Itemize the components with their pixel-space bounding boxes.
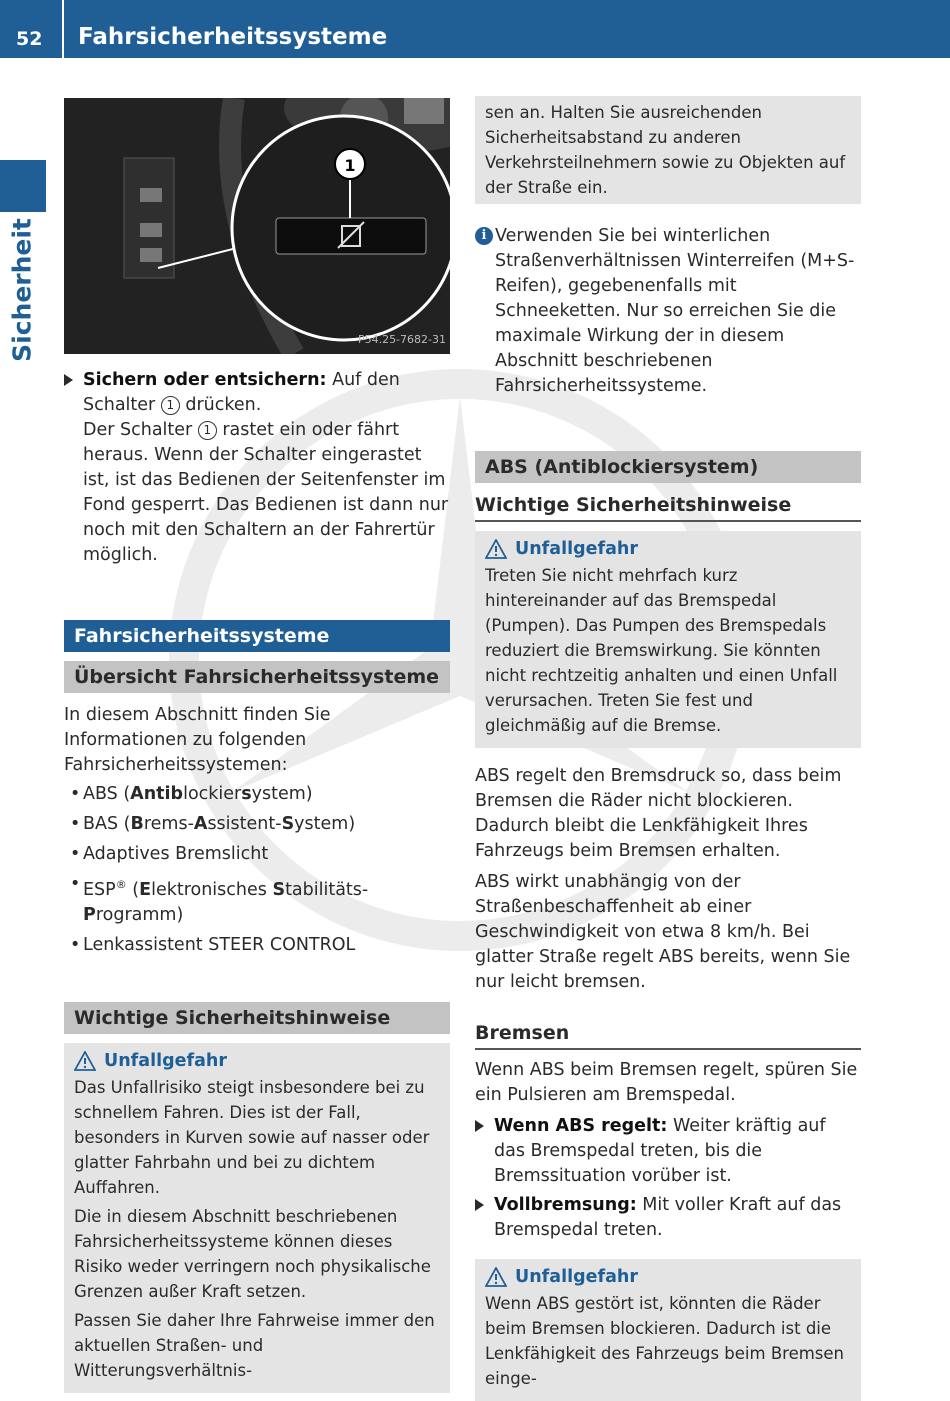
warning1-p3: Passen Sie daher Ihre Fahrweise immer den aktuellen Straßen- und Witterungsverhältnis- <box>74 1310 435 1380</box>
brakes-paragraph: Wenn ABS beim Bremsen regelt, spüren Sie ein Pulsieren am Bremspedal. <box>475 1060 858 1105</box>
continued-warning-box <box>475 96 861 204</box>
header-divider <box>62 0 64 58</box>
abs-safety-title: Wichtige Sicherheitshinweise <box>475 493 861 522</box>
continued-warning-text: sen an. Halten Sie ausreichenden Sicherheitsabstand zu anderen Verkehrsteilnehmern sowie zu Objekten auf der Straße ein. <box>485 103 846 197</box>
warning1-p2: Die in diesem Abschnitt beschriebenen Fahrsicherheitssysteme können dieses Risiko weder verringern noch physikalische Grenzen außer Kraft setzen. <box>74 1206 431 1301</box>
instruction-line2-b: rastet ein oder fährt heraus. Wenn der Schalter eingerastet ist, ist das Bedienen der Seitenfenster im Fond gesperrt. Das Bedienen ist dann nur noch mit den Schaltern an der Fahrertür möglich. <box>83 420 449 565</box>
instruction-lock <box>64 368 450 568</box>
side-tab-label: Sicherheit <box>7 218 37 362</box>
instruction-bold: Sichern oder entsichern: <box>83 370 327 390</box>
warning-box-1 <box>64 1043 450 1393</box>
warning2-header <box>485 535 851 563</box>
image-code: P54.25-7682-31 <box>357 333 446 346</box>
subsection-title: Übersicht Fahrsicherheitssysteme <box>64 661 450 693</box>
warning2-text: Treten Sie nicht mehrfach kurz hintereinander auf das Bremspedal (Pumpen). Das Pumpen des Bremspedals reduziert die Bremswirkung. Sie könnten nicht rechtzeitig anhalten und einen Unfall verursachen. Treten Sie fest und gleichmäßig auf die Bremse. <box>485 566 838 735</box>
warning3-title: Unfallgefahr <box>515 1267 638 1287</box>
info-icon: i <box>475 227 493 245</box>
instruction-full-braking <box>475 1193 861 1243</box>
left-column <box>64 98 450 1393</box>
right-column <box>475 96 861 1401</box>
callout-number: 1 <box>344 156 356 175</box>
instr1-bold: Wenn ABS regelt: <box>494 1116 668 1136</box>
instruction-arrow-icon <box>475 1199 484 1211</box>
page-number: 52 <box>16 28 43 50</box>
warning2-title: Unfallgefahr <box>515 539 638 559</box>
warning-triangle-icon <box>485 539 507 559</box>
warning-triangle-icon <box>74 1051 96 1071</box>
instruction-text-b: drücken. <box>179 395 262 415</box>
brakes-title: Bremsen <box>475 1021 861 1050</box>
warning-header <box>74 1047 440 1075</box>
info-text: Verwenden Sie bei winterlichen Straßenverhältnissen Winterreifen (M+S-Reifen), gegebenenfalls mit Schneeketten. Nur so erreichen Sie die maximale Wirkung der in diesem Abschnitt beschriebenen Fahrsicherheitssysteme. <box>495 226 855 396</box>
intro-paragraph: In diesem Abschnitt finden Sie Informationen zu folgenden Fahrsicherheitssystemen: <box>64 705 331 775</box>
ref-circle-icon: 1 <box>161 396 180 415</box>
list-item-esp: • ESP® (Elektronisches Stabilitäts- Programm) <box>64 872 450 928</box>
list-item-brake-light: • Adaptives Bremslicht <box>64 842 450 867</box>
warning1-p1: Das Unfallrisiko steigt insbesondere bei zu schnellem Fahren. Dies ist der Fall, besonders in Kurven sowie auf nasser oder glatter Fahrbahn und bei zu dichtem Auffahren. <box>74 1077 430 1197</box>
safety-title: Wichtige Sicherheitshinweise <box>64 1002 450 1034</box>
instr2-bold: Vollbremsung: <box>494 1195 637 1215</box>
instruction-text-a: Auf den Schalter <box>83 370 400 415</box>
abs-paragraph-1: ABS regelt den Bremsdruck so, dass beim Bremsen die Räder nicht blockieren. Dadurch bleibt die Lenkfähigkeit Ihres Fahrzeugs beim Bremsen erhalten. <box>475 766 842 861</box>
list-item-bas: • BAS (Brems-Assistent-System) <box>64 812 450 837</box>
warning3-text: Wenn ABS gestört ist, könnten die Räder beim Bremsen blockieren. Dadurch ist die Lenkfähigkeit des Fahrzeugs beim Bremsen einge- <box>485 1294 844 1388</box>
warning-title: Unfallgefahr <box>104 1050 227 1071</box>
side-tab-marker <box>0 160 46 212</box>
instruction-line2-a: Der Schalter <box>83 420 198 440</box>
instr2-text: Mit voller Kraft auf das Bremspedal treten. <box>494 1195 842 1240</box>
page-header <box>0 0 950 58</box>
info-note <box>475 224 861 399</box>
window-lock-photo <box>64 98 450 354</box>
warning3-header <box>485 1263 851 1291</box>
abs-title: ABS (Antiblockiersystem) <box>475 451 861 483</box>
ref-circle-icon-2: 1 <box>198 421 217 440</box>
warning-box-3 <box>475 1259 861 1401</box>
page-title: Fahrsicherheitssysteme <box>78 24 388 50</box>
instruction-arrow-icon <box>475 1120 484 1132</box>
instruction-abs-active <box>475 1114 861 1189</box>
instr1-text: Weiter kräftig auf das Bremspedal treten, bis die Bremssituation vorüber ist. <box>494 1116 826 1186</box>
abs-paragraph-2: ABS wirkt unabhängig von der Straßenbeschaffenheit ab einer Geschwindigkeit von etwa 8 km/h. Bei glatter Straße regelt ABS bereits, wenn Sie nur leicht bremsen. <box>475 872 851 992</box>
warning-triangle-icon <box>485 1267 507 1287</box>
list-item-abs: • ABS (Antiblockiersystem) <box>64 782 450 807</box>
warning-box-2 <box>475 531 861 748</box>
list-item-steer: • Lenkassistent STEER CONTROL <box>64 933 450 958</box>
instruction-arrow-icon <box>64 374 73 386</box>
section-title: Fahrsicherheitssysteme <box>64 620 450 652</box>
